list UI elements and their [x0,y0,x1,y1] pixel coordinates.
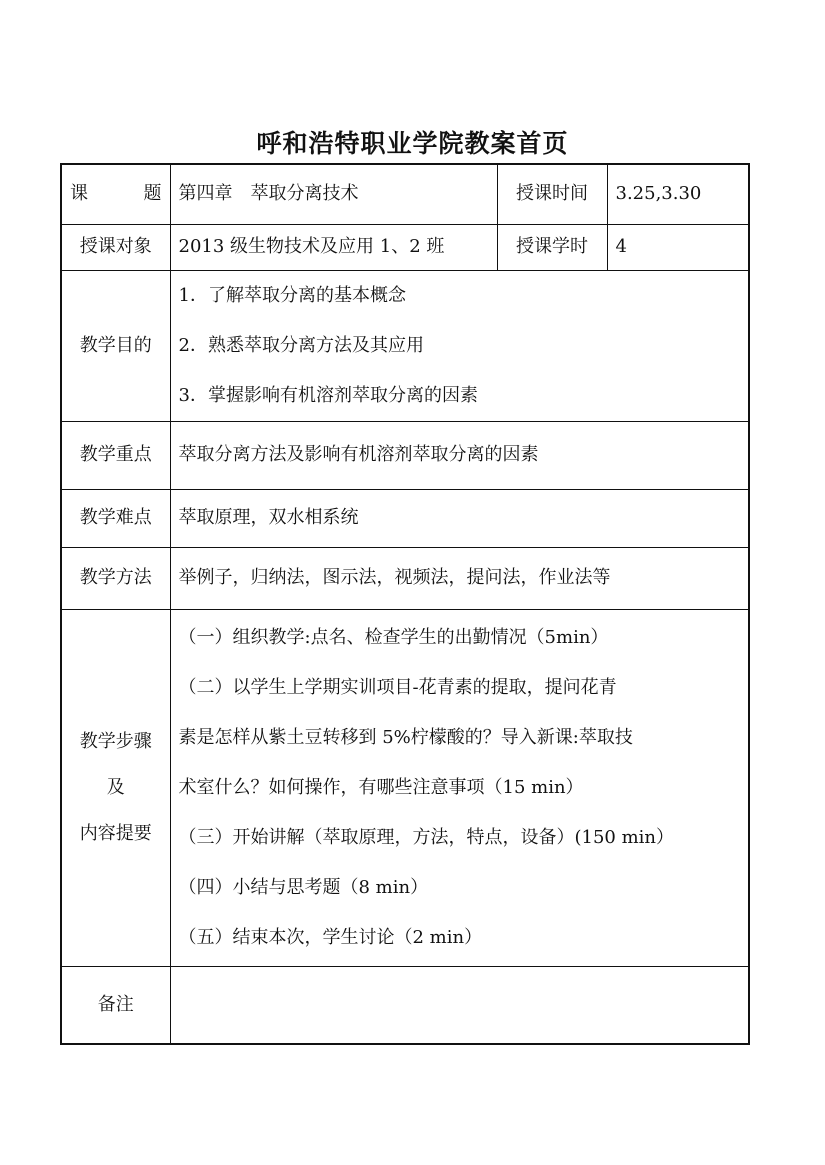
step-line: 术室什么？如何操作，有哪些注意事项（15 min） [178,776,584,798]
difficulties-value: 萃取原理，双水相系统 [170,489,749,547]
key-points-value: 萃取分离方法及影响有机溶剂萃取分离的因素 [170,421,749,489]
objective-item: 3．掌握影响有机溶剂萃取分离的因素 [178,384,478,406]
step-line: （三）开始讲解（萃取原理，方法，特点，设备）(150 min） [178,826,675,848]
objectives-label: 教学目的 [61,270,170,421]
step-line: 素是怎样从紫土豆转移到 5%柠檬酸的？导入新课:萃取技 [178,726,633,748]
remarks-label: 备注 [61,966,170,1044]
methods-label: 教学方法 [61,547,170,609]
topic-label: 课 题 [61,164,170,224]
row-audience [61,224,749,270]
steps-label [61,609,170,966]
page-title: 呼和浩特职业学院教案首页 [256,129,569,158]
step-line: （二）以学生上学期实训项目-花青素的提取，提问花青 [178,676,617,698]
audience-value: 2013 级生物技术及应用 1、2 班 [170,224,497,270]
time-value: 3.25,3.30 [607,164,749,224]
steps-label-line: 教学步骤 [79,730,152,752]
methods-value: 举例子，归纳法，图示法，视频法，提问法，作业法等 [170,547,749,609]
objective-item: 1．了解萃取分离的基本概念 [178,284,406,306]
remarks-value [170,966,749,1044]
objectives-list [170,270,749,421]
step-line: （四）小结与思考题（8 min） [178,876,429,898]
key-points-label: 教学重点 [61,421,170,489]
objective-item: 2．熟悉萃取分离方法及其应用 [178,334,424,356]
lesson-plan-table [60,163,750,1045]
steps-label-line: 内容提要 [79,822,152,844]
step-line: （一）组织教学:点名、检查学生的出勤情况（5min） [178,626,609,648]
row-remarks [61,966,749,1044]
audience-label: 授课对象 [61,224,170,270]
hours-label: 授课学时 [497,224,607,270]
row-key-points [61,421,749,489]
step-line: （五）结束本次，学生讨论（2 min） [178,926,483,948]
hours-value: 4 [607,224,749,270]
row-objectives [61,270,749,421]
difficulties-label: 教学难点 [61,489,170,547]
time-label: 授课时间 [497,164,607,224]
topic-value: 第四章 萃取分离技术 [170,164,497,224]
row-difficulties [61,489,749,547]
row-methods [61,547,749,609]
row-steps [61,609,749,966]
steps-label-line: 及 [106,776,125,798]
row-topic [61,164,749,224]
steps-content [170,609,749,966]
